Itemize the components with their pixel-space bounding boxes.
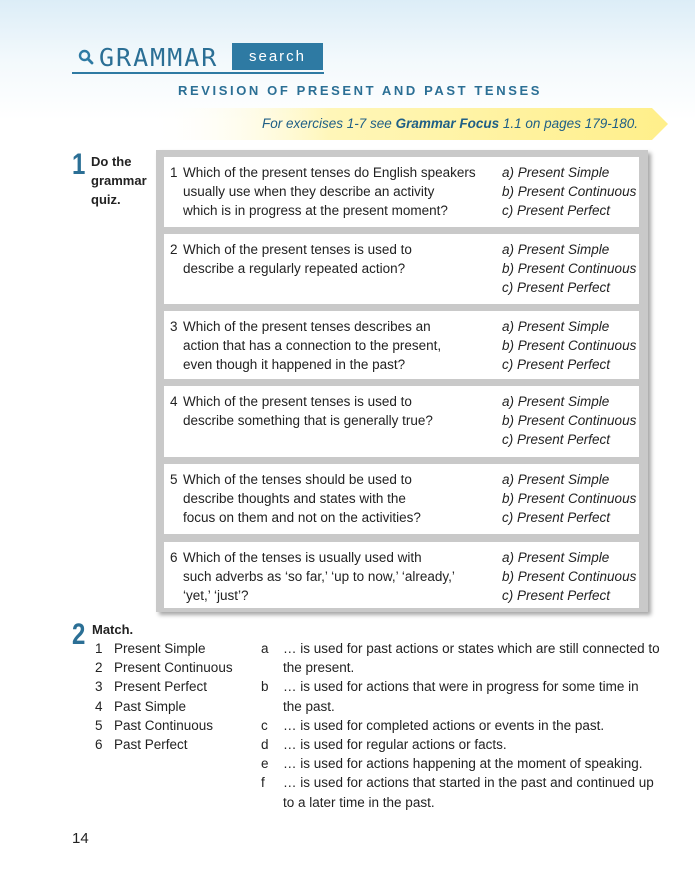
answer-option[interactable]: b) Present Continuous (502, 569, 637, 585)
answer-option[interactable]: a) Present Simple (502, 319, 610, 334)
answer-options (502, 163, 636, 221)
question-line: Which of the tenses is usually used with (183, 550, 422, 565)
quiz-question-1 (164, 157, 639, 227)
quiz-question-5 (164, 464, 639, 534)
list-item: c … is used for completed actions or events in the past. (261, 717, 605, 733)
answer-option[interactable]: a) Present Simple (502, 242, 610, 257)
answer-option[interactable]: b) Present Continuous (502, 491, 637, 507)
answer-option[interactable]: c) Present Perfect (502, 357, 611, 373)
reference-banner (150, 108, 668, 140)
answer-option[interactable]: c) Present Perfect (502, 280, 611, 296)
answer-option[interactable]: b) Present Continuous (502, 338, 637, 354)
question-number: 4 (170, 394, 178, 409)
question-number: 6 (170, 550, 178, 565)
list-item: d … is used for regular actions or facts. (261, 737, 507, 753)
question-line: such adverbs as ‘so far,’ ‘up to now,’ ‘already,’ (183, 569, 455, 585)
grammar-search-header (72, 43, 324, 73)
answer-options (502, 392, 636, 450)
section-subtitle: REVISION OF PRESENT AND PAST TENSES (177, 83, 543, 98)
quiz-question-6 (164, 542, 639, 608)
list-item: a … is used for past actions or states which are still connected to the present. (261, 641, 660, 676)
question-line: action that has a connection to the present, (183, 338, 442, 354)
list-item: f … is used for actions that started in the past and continued up to a later time in the past. (261, 775, 654, 810)
banner-text: For exercises 1-7 see Grammar Focus 1.1 on pages 179-180. (262, 116, 638, 131)
header-title: GRAMMAR (99, 43, 219, 72)
question-line: ‘yet,’ ‘just’? (183, 588, 249, 604)
answer-option[interactable]: a) Present Simple (502, 394, 610, 409)
answer-option[interactable]: c) Present Perfect (502, 588, 611, 604)
answer-option[interactable]: c) Present Perfect (502, 432, 611, 448)
page-number: 14 (72, 830, 89, 847)
answer-options (502, 470, 636, 528)
question-number: 3 (170, 319, 178, 334)
answer-options (502, 548, 636, 606)
list-item: e … is used for actions happening at the moment of speaking. (261, 756, 643, 772)
definition-list (261, 639, 661, 812)
question-line: Which of the present tenses describes an (183, 319, 431, 334)
question-line: describe something that is generally true? (183, 413, 433, 429)
exercise-number: 1 (72, 148, 86, 181)
question-number: 1 (170, 165, 178, 180)
answer-option[interactable]: a) Present Simple (502, 550, 610, 565)
list-item: b … is used for actions that were in progress for some time in the past. (261, 679, 639, 714)
answer-option[interactable]: b) Present Continuous (502, 413, 637, 429)
quiz-question-2 (164, 234, 639, 304)
question-line: even though it happened in the past? (183, 357, 406, 373)
answer-option[interactable]: c) Present Perfect (502, 510, 611, 526)
answer-options (502, 240, 636, 298)
question-line: focus on them and not on the activities? (183, 510, 421, 526)
quiz-question-3 (164, 311, 639, 379)
answer-options (502, 317, 636, 375)
header-tag: search (232, 43, 323, 70)
question-line: describe thoughts and states with the (183, 491, 406, 507)
question-line: which is in progress at the present moment? (183, 203, 448, 219)
answer-option[interactable]: b) Present Continuous (502, 261, 637, 277)
header-rule (72, 72, 324, 74)
exercise-number: 2 (72, 618, 86, 651)
question-line: Which of the present tenses is used to (183, 394, 412, 409)
question-number: 5 (170, 472, 178, 487)
exercise-instruction: Do the grammar quiz. (91, 154, 147, 207)
magnifier-icon (78, 49, 94, 65)
answer-option[interactable]: c) Present Perfect (502, 203, 611, 219)
answer-option[interactable]: a) Present Simple (502, 165, 610, 180)
answer-option[interactable]: a) Present Simple (502, 472, 610, 487)
question-line: Which of the present tenses do English speakers (183, 165, 476, 180)
exercise-instruction: Match. (92, 622, 134, 637)
question-line: describe a regularly repeated action? (183, 261, 406, 277)
quiz-question-4 (164, 386, 639, 457)
question-line: Which of the tenses should be used to (183, 472, 412, 487)
question-line: Which of the present tenses is used to (183, 242, 412, 257)
question-number: 2 (170, 242, 178, 257)
question-line: usually use when they describe an activity (183, 184, 435, 200)
answer-option[interactable]: b) Present Continuous (502, 184, 637, 200)
